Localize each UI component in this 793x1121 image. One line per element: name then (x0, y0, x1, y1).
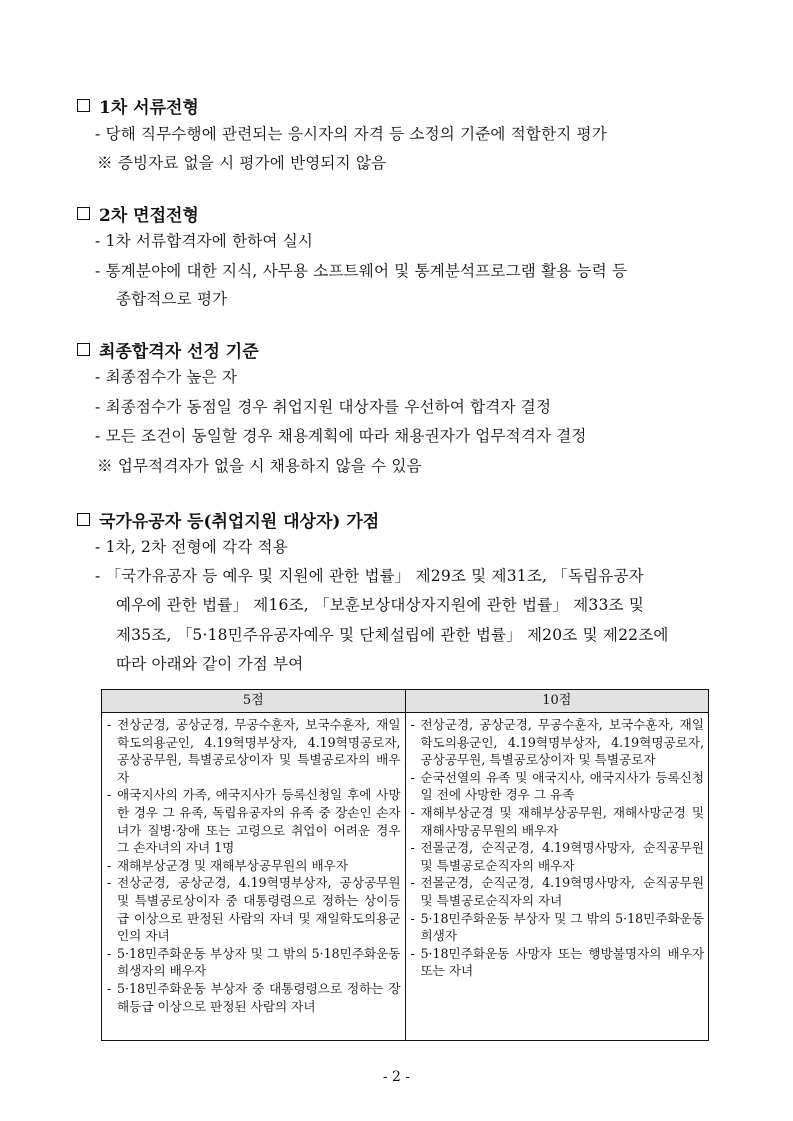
checkbox-square-icon (77, 207, 90, 220)
bullet-line: - 최종점수가 동점일 경우 취업지원 대상자를 우선하여 합격자 결정 (95, 398, 552, 416)
section-heading-interview (77, 201, 199, 226)
bullet-line: - 당해 직무수행에 관련되는 응시자의 자격 등 소정의 기준에 적합한지 평가 (95, 125, 607, 143)
section-heading-final-selection (77, 337, 259, 362)
table-row (102, 713, 709, 1041)
list-item: - 재해부상군경 및 재해부상공무원의 배우자 (107, 857, 401, 875)
section-heading-veteran-bonus (77, 507, 379, 532)
note-line: ※ 증빙자료 없을 시 평가에 반영되지 않음 (97, 154, 387, 172)
bonus-points-table (101, 689, 709, 1041)
list-item: - 애국지사의 가족, 애국지사가 등록신청일 후에 사망한 경우 그 유족, 독립유공자의 유족 중 장손인 손자녀가 질병·장애 또는 고령으로 취업이 어려운 경우 그 손자녀의 자녀 1명 (107, 786, 401, 856)
bullet-line: - 통계분야에 대한 지식, 사무용 소프트웨어 및 통계분석프로그램 활용 능력 등 (95, 262, 628, 280)
list-item: - 순국선열의 유족 및 애국지사, 애국지사가 등록신청일 전에 사망한 경우 그 유족 (411, 769, 705, 804)
section-heading-document-screening (77, 93, 199, 118)
list-item: - 전상군경, 공상군경, 무공수훈자, 보국수훈자, 재일학도의용군인, 4.19혁명부상자, 4.19혁명공로자, 공상공무원, 특별공로상이자 및 특별공로자의 배우자 (107, 716, 401, 786)
list-item: - 전상군경, 공상군경, 무공수훈자, 보국수훈자, 재일학도의용군인, 4.19혁명부상자, 4.19혁명공로자, 공상공무원, 특별공로상이자 및 특별공로자 (411, 716, 705, 769)
continuation-line: 따라 아래와 같이 가점 부여 (116, 655, 304, 673)
list-item: - 전몰군경, 순직군경, 4.19혁명사망자, 순직공무원 및 특별공로순직자의 자녀 (411, 874, 705, 909)
heading-text: 국가유공자 등(취업지원 대상자) 가점 (99, 512, 380, 532)
checkbox-square-icon (77, 513, 90, 526)
continuation-line: 예우에 관한 법률」 제16조, 「보훈보상대상자지원에 관한 법률」 제33조 및 (116, 596, 644, 614)
list-item: - 전상군경, 공상군경, 4.19혁명부상자, 공상공무원 및 특별공로상이자 중 대통령령으로 정하는 상이등급 이상으로 판정된 사람의 자녀 및 재일학도의용군인의 자녀 (107, 874, 401, 944)
continuation-line: 제35조, 「5·18민주유공자예우 및 단체설립에 관한 법률」 제20조 및 제22조에 (116, 626, 669, 644)
table-header-row (102, 690, 709, 713)
bullet-line: - 1차, 2차 전형에 각각 적용 (95, 538, 288, 556)
checkbox-square-icon (77, 99, 90, 112)
heading-text: 최종합격자 선정 기준 (99, 342, 259, 362)
list-item: - 재해부상군경 및 재해부상공무원, 재해사망군경 및 재해사망공무원의 배우자 (411, 804, 705, 839)
list-item: - 5·18민주화운동 부상자 및 그 밖의 5·18민주화운동 희생자 (411, 910, 705, 945)
header-5-points: 5점 (102, 690, 406, 713)
cell-5-points (102, 713, 406, 1041)
continuation-line: 종합적으로 평가 (116, 290, 228, 308)
header-10-points: 10점 (405, 690, 709, 713)
heading-text: 1차 서류전형 (99, 98, 199, 118)
bullet-line: - 최종점수가 높은 자 (95, 368, 238, 386)
bullet-line: - 모든 조건이 동일할 경우 채용계획에 따라 채용권자가 업무적격자 결정 (95, 427, 587, 445)
page-number: - 2 - (382, 1069, 411, 1085)
checkbox-square-icon (77, 343, 90, 356)
cell-10-points (405, 713, 709, 1041)
list-item: - 5·18민주화운동 부상자 중 대통령령으로 정하는 장해등급 이상으로 판정된 사람의 자녀 (107, 980, 401, 1015)
bullet-line: - 「국가유공자 등 예우 및 지원에 관한 법률」 제29조 및 제31조, 「독립유공자 (95, 567, 644, 585)
heading-text: 2차 면접전형 (99, 206, 199, 226)
list-item: - 5·18민주화운동 사망자 또는 행방불명자의 배우자 또는 자녀 (411, 945, 705, 980)
list-item: - 전몰군경, 순직군경, 4.19혁명사망자, 순직공무원 및 특별공로순직자의 배우자 (411, 839, 705, 874)
list-item: - 5·18민주화운동 부상자 및 그 밖의 5·18민주화운동 희생자의 배우자 (107, 945, 401, 980)
note-line: ※ 업무적격자가 없을 시 채용하지 않을 수 있음 (97, 457, 422, 475)
bullet-line: - 1차 서류합격자에 한하여 실시 (95, 232, 314, 250)
